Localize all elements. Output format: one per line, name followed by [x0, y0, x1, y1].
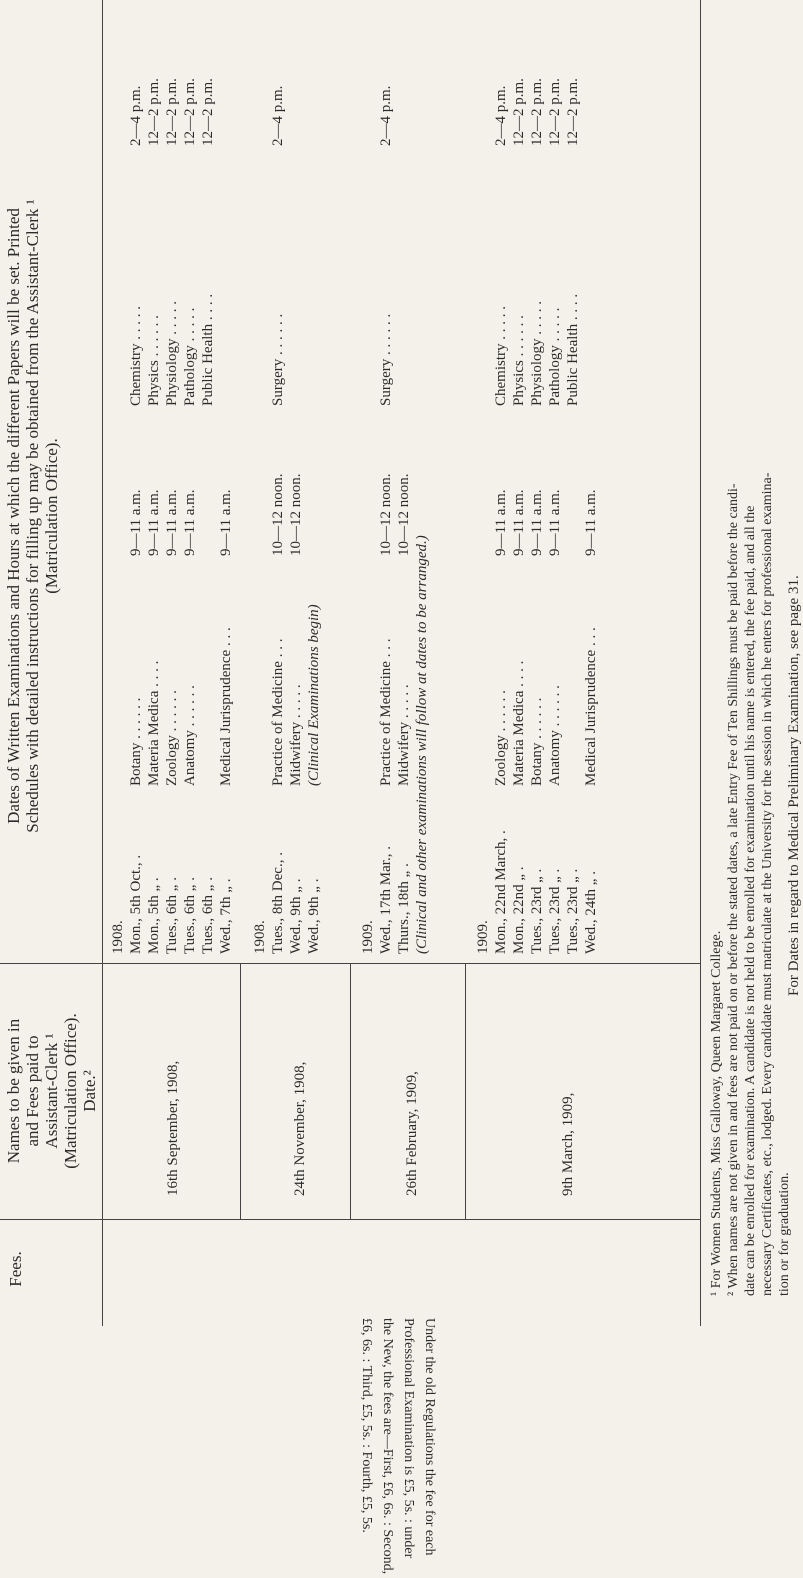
schedule-subject: Medical Jurisprudence . . .: [218, 627, 234, 786]
schedule-day: Tues., 23rd „ .: [547, 868, 563, 954]
table-bottom-rule: [700, 0, 701, 1326]
schedule-time: 12—2 p.m.: [565, 78, 581, 146]
schedule-subject: Zoology . . . . . .: [493, 690, 509, 786]
schedule-time: 9—11 a.m.: [529, 489, 545, 556]
schedule-time: 9—11 a.m.: [182, 489, 198, 556]
schedule-day: Thurs., 18th „ .: [396, 863, 412, 954]
schedule-time: 10—12 noon.: [288, 473, 304, 556]
schedule-subject: Public Health . . . .: [565, 293, 581, 406]
row-rule: [350, 964, 351, 1220]
schedule-time: 9—11 a.m.: [547, 489, 563, 556]
schedule-time: 12—2 p.m.: [529, 78, 545, 146]
schedule-day: Mon., 22nd „ .: [511, 866, 527, 954]
header-rule: [102, 0, 103, 1326]
schedule-subject: Physics . . . . . .: [146, 315, 162, 406]
footnote-line: ¹ For Women Students, Miss Galloway, Queen Margaret College.: [709, 930, 724, 1296]
schedule-subject: Practice of Medicine . . .: [270, 638, 286, 786]
bottom-note: For Dates in regard to Medical Preliminary Examination, see page 31.: [786, 575, 802, 996]
names-header-line: and Fees paid to: [23, 1035, 42, 1147]
schedule-time: 2—4 p.m.: [378, 85, 394, 146]
schedule-time: 9—11 a.m.: [164, 489, 180, 556]
schedule-subject: Surgery . . . . . .: [270, 313, 286, 406]
schedule-subject: Botany . . . . . .: [128, 697, 144, 786]
schedule-time: 12—2 p.m.: [200, 78, 216, 146]
block-year: 1908.: [110, 920, 126, 954]
schedule-day: Wed., 9th „ .: [288, 878, 304, 954]
block-year: 1909.: [475, 920, 491, 954]
schedule-subject: Botany . . . . . .: [529, 697, 545, 786]
fees-line: Under the old Regulations the fee for each: [422, 1318, 437, 1556]
schedule-day: Wed., 7th „ .: [218, 878, 234, 954]
schedule-subject: Practice of Medicine . . .: [378, 638, 394, 786]
schedule-subject: Pathology . . . . .: [547, 307, 563, 406]
schedule-day: Wed., 17th Mar., .: [378, 846, 394, 954]
schedule-subject: Pathology . . . . .: [182, 307, 198, 406]
row-rule: [465, 964, 466, 1220]
footnote-line: necessary Certificates, etc., lodged. Every candidate must matriculate at the University for the session in which he enters for professional examina-: [760, 472, 775, 1296]
names-date: 16th September, 1908,: [165, 1060, 181, 1196]
schedule-time: 12—2 p.m.: [146, 78, 162, 146]
fees-line: the New, the fees are—First, £6, 6s. : Second,: [380, 1318, 395, 1575]
schedule-time: 9—11 a.m.: [146, 489, 162, 556]
schedule-time: 10—12 noon.: [378, 473, 394, 556]
names-date: 9th March, 1909,: [560, 1092, 576, 1196]
schedule-day: (Clinical and other examinations will follow at dates to be arranged.): [414, 535, 430, 954]
schedule-time: 12—2 p.m.: [182, 78, 198, 146]
schedule-time: 9—11 a.m.: [128, 489, 144, 556]
footnote-line: date can be enrolled for examination. A candidate is not held to be enrolled for examination until his name is entered, the fee paid, and all the: [743, 505, 758, 1296]
schedule-day: Mon., 5th „ .: [146, 877, 162, 954]
schedule-day: Tues., 23rd „ .: [565, 868, 581, 954]
title-header: [4, 76, 61, 956]
schedule-time: 12—2 p.m.: [164, 78, 180, 146]
schedule-subject: Materia Medica . . . .: [146, 660, 162, 786]
schedule-subject: Medical Jurisprudence . . .: [583, 627, 599, 786]
schedule-subject: Physiology . . . . .: [164, 300, 180, 406]
block-year: 1908.: [252, 920, 268, 954]
fees-line: £6, 6s. : Third, £5, 5s. : Fourth, £5, 5s.: [359, 1318, 374, 1533]
footnote-line: tion or for graduation.: [777, 1172, 792, 1296]
schedule-time: 2—4 p.m.: [270, 85, 286, 146]
schedule-time: 2—4 p.m.: [128, 85, 144, 146]
schedule-day: Tues., 8th Dec., .: [270, 852, 286, 954]
schedule-time: 12—2 p.m.: [511, 78, 527, 146]
schedule-time: 12—2 p.m.: [547, 78, 563, 146]
schedule-subject: Midwifery . . . . .: [288, 684, 304, 786]
title-line: Schedules with detailed instructions for filling up may be obtained from the Assistant-Clerk ¹: [23, 199, 42, 833]
schedule-subject: (Clinical Examinations begin): [306, 604, 322, 786]
block-year: 1909.: [360, 920, 376, 954]
schedule-time: 2—4 p.m.: [493, 85, 509, 146]
names-header-line: Date.²: [80, 1070, 99, 1112]
schedule-subject: Chemistry . . . . .: [493, 306, 509, 406]
fees-text: [356, 1318, 440, 1578]
schedule-time: 10—12 noon.: [270, 473, 286, 556]
schedule-subject: Midwifery . . . . .: [396, 684, 412, 786]
schedule-day: Tues., 6th „ .: [182, 877, 198, 954]
schedule-day: Tues., 6th „ .: [200, 877, 216, 954]
schedule-day: Mon., 5th Oct., .: [128, 854, 144, 954]
footnote-line: ² When names are not given in and fees are not paid on or before the stated dates, a late Entry Fee of Ten Shillings must be paid before the candi-: [726, 483, 741, 1296]
schedule-day: Wed., 24th „ .: [583, 871, 599, 954]
schedule-day: Mon., 22nd March, .: [493, 830, 509, 954]
names-header-line: Names to be given in: [4, 1018, 23, 1164]
schedule-subject: Anatomy . . . . . .: [182, 685, 198, 786]
fees-line: Professional Examination is £5, 5s. : under: [401, 1318, 416, 1559]
names-date: 26th February, 1909,: [404, 1071, 420, 1196]
schedule-time: 9—11 a.m.: [583, 489, 599, 556]
row-rule: [240, 964, 241, 1220]
schedule-subject: Zoology . . . . . .: [164, 690, 180, 786]
fees-header: Fees.: [6, 1251, 25, 1287]
schedule-subject: Physics . . . . . .: [511, 315, 527, 406]
title-line: Dates of Written Examinations and Hours at which the different Papers will be set. Printed: [4, 208, 23, 824]
schedule-subject: Public Health . . . .: [200, 293, 216, 406]
names-header-line: Assistant-Clerk ¹: [42, 1033, 61, 1149]
names-date: 24th November, 1908,: [292, 1061, 308, 1196]
names-header: [4, 966, 99, 1216]
schedule-subject: Chemistry . . . . .: [128, 306, 144, 406]
names-header-line: (Matriculation Office).: [61, 1013, 80, 1169]
footnotes: [708, 473, 793, 1296]
schedule-day: Tues., 6th „ .: [164, 877, 180, 954]
schedule-time: 10—12 noon.: [396, 473, 412, 556]
schedule-time: 9—11 a.m.: [511, 489, 527, 556]
schedule-subject: Materia Medica . . . .: [511, 660, 527, 786]
schedule-day: Tues., 23rd „ .: [529, 868, 545, 954]
schedule-time: 9—11 a.m.: [493, 489, 509, 556]
schedule-day: Wed., 9th „ .: [306, 878, 322, 954]
schedule-time: 9—11 a.m.: [218, 489, 234, 556]
schedule-subject: Anatomy . . . . . .: [547, 685, 563, 786]
title-line: (Matriculation Office).: [42, 438, 61, 594]
schedule-subject: Surgery . . . . . .: [378, 313, 394, 406]
schedule-subject: Physiology . . . . .: [529, 300, 545, 406]
